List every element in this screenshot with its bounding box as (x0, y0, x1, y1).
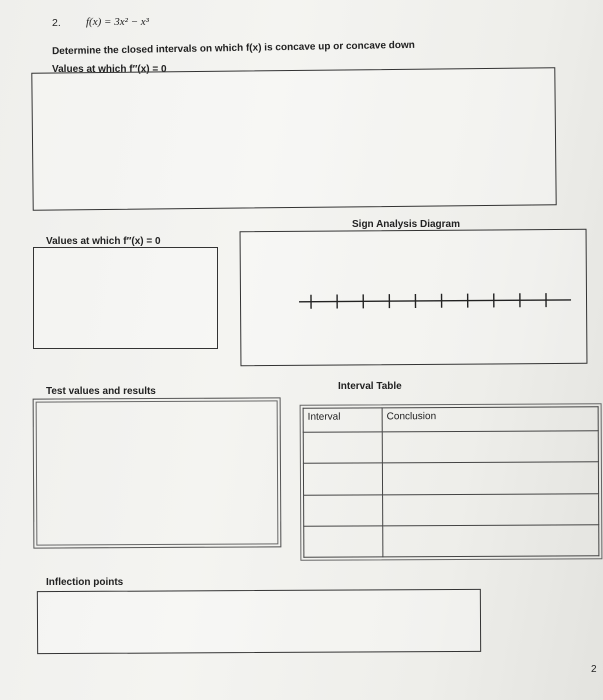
test-values-label: Test values and results (46, 386, 156, 397)
sign-analysis-box[interactable] (240, 229, 588, 366)
page-number: 2 (591, 664, 597, 675)
interval-cell[interactable] (304, 494, 383, 526)
conclusion-cell[interactable] (383, 524, 599, 556)
interval-table-frame (300, 403, 603, 561)
inflection-points-label: Inflection points (46, 577, 124, 588)
problem-number: 2. (52, 17, 61, 29)
values-top-box[interactable] (31, 67, 556, 210)
inflection-points-box[interactable] (37, 589, 481, 654)
number-line-axis (299, 300, 571, 302)
interval-cell[interactable] (303, 463, 382, 495)
values-top-label: Values at which f″(x) = 0 (52, 64, 167, 75)
interval-header: Interval (303, 408, 382, 432)
sign-analysis-label: Sign Analysis Diagram (352, 219, 460, 230)
interval-table (303, 406, 600, 558)
interval-cell[interactable] (303, 432, 382, 464)
test-values-box[interactable] (33, 397, 282, 548)
number-line (241, 230, 587, 365)
interval-cell[interactable] (304, 526, 383, 558)
conclusion-cell[interactable] (382, 431, 598, 463)
values-left-box[interactable] (33, 247, 218, 349)
interval-table-label: Interval Table (338, 381, 402, 392)
prompt-text: Determine the closed intervals on which f(x) is concave up or concave down (51, 39, 415, 58)
function-expression: f(x) = 3x² − x³ (86, 16, 149, 28)
conclusion-cell[interactable] (382, 462, 598, 494)
conclusion-header: Conclusion (382, 407, 598, 432)
conclusion-cell[interactable] (383, 493, 599, 525)
values-left-label: Values at which f″(x) = 0 (46, 236, 161, 247)
